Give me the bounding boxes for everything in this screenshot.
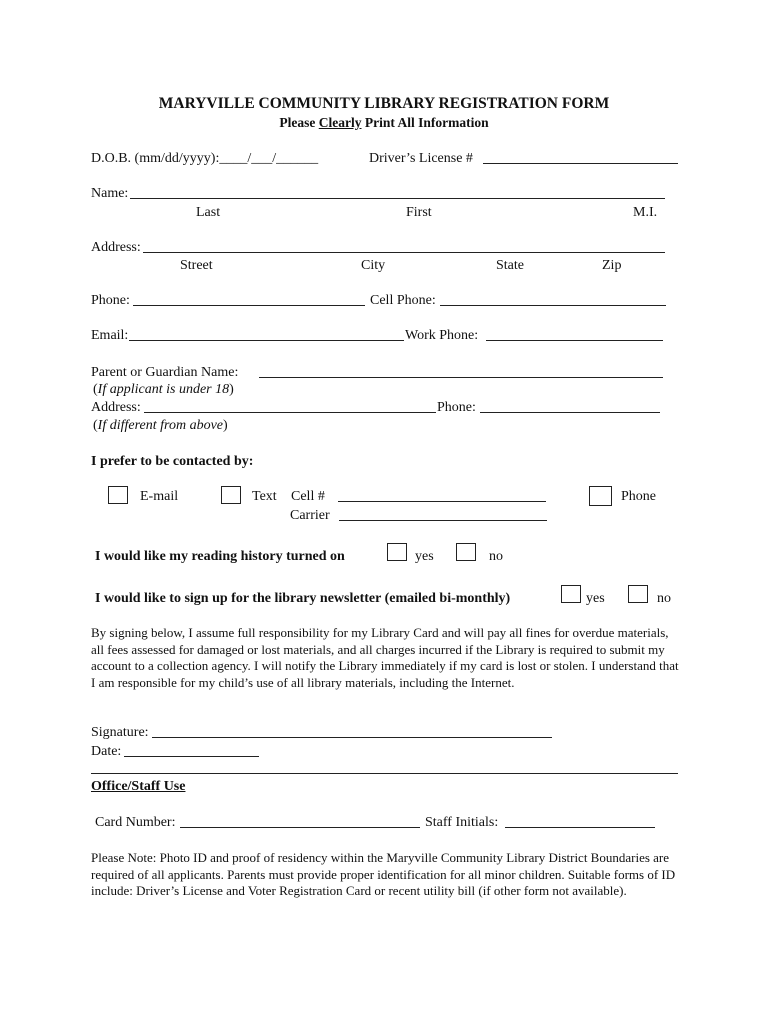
email-label: Email: bbox=[91, 328, 129, 343]
date-field[interactable] bbox=[124, 756, 259, 757]
reading-history-yes-checkbox[interactable] bbox=[387, 543, 407, 561]
license-label: Driver’s License # bbox=[369, 151, 473, 166]
cell-number-field[interactable] bbox=[338, 501, 546, 502]
phone-field[interactable] bbox=[133, 305, 365, 306]
guardian-address-note-text: If different from above bbox=[97, 418, 223, 433]
newsletter-yes-label: yes bbox=[586, 591, 605, 606]
address-label: Address: bbox=[91, 240, 141, 255]
address-part-zip: Zip bbox=[602, 258, 622, 273]
address-part-street: Street bbox=[180, 258, 213, 273]
newsletter-no-checkbox[interactable] bbox=[628, 585, 648, 603]
newsletter-no-label: no bbox=[657, 591, 671, 606]
guardian-address-note: (If different from above) bbox=[93, 418, 228, 433]
card-number-label: Card Number: bbox=[95, 815, 176, 830]
work-phone-label: Work Phone: bbox=[405, 328, 479, 343]
name-part-first: First bbox=[406, 205, 432, 220]
cell-phone-label: Cell Phone: bbox=[370, 293, 436, 308]
name-part-mi: M.I. bbox=[633, 205, 658, 220]
guardian-address-label: Address: bbox=[91, 400, 141, 415]
subtitle-post: Print All Information bbox=[361, 115, 489, 130]
signature-field[interactable] bbox=[152, 737, 552, 738]
reading-history-no-checkbox[interactable] bbox=[456, 543, 476, 561]
guardian-label: Parent or Guardian Name: bbox=[91, 365, 239, 380]
address-field[interactable] bbox=[143, 252, 665, 253]
phone-option-label: Phone bbox=[621, 489, 656, 504]
email-option-label: E-mail bbox=[140, 489, 179, 504]
subtitle-pre: Please bbox=[279, 115, 319, 130]
text-option-label: Text bbox=[252, 489, 277, 504]
cell-label: Cell # bbox=[291, 489, 325, 504]
carrier-label: Carrier bbox=[290, 508, 330, 523]
phone-label: Phone: bbox=[91, 293, 130, 308]
guardian-name-field[interactable] bbox=[259, 377, 663, 378]
email-field[interactable] bbox=[129, 340, 404, 341]
text-checkbox[interactable] bbox=[221, 486, 241, 504]
form-title: MARYVILLE COMMUNITY LIBRARY REGISTRATION FORM bbox=[158, 95, 610, 112]
staff-initials-label: Staff Initials: bbox=[425, 815, 499, 830]
name-label: Name: bbox=[91, 186, 129, 201]
reading-history-yes-label: yes bbox=[415, 549, 434, 564]
signature-label: Signature: bbox=[91, 725, 149, 740]
carrier-field[interactable] bbox=[339, 520, 547, 521]
agreement-text: By signing below, I assume full responsibility for my Library Card and will pay all fines for overdue materials, all fees assessed for damaged or lost materials, and all charges incurred if the Library is required to submit my account to a collection agency. I will notify the Library immediately if my card is lost or stolen. I understand that I am responsible for my child’s use of all library materials, including the Internet. bbox=[91, 625, 679, 690]
address-part-city: City bbox=[361, 258, 386, 273]
name-part-last: Last bbox=[196, 205, 221, 220]
phone-checkbox[interactable] bbox=[589, 486, 612, 506]
guardian-phone-field[interactable] bbox=[480, 412, 660, 413]
newsletter-label: I would like to sign up for the library newsletter (emailed bi-monthly) bbox=[95, 591, 511, 606]
newsletter-yes-checkbox[interactable] bbox=[561, 585, 581, 603]
email-checkbox[interactable] bbox=[108, 486, 128, 504]
contact-heading: I prefer to be contacted by: bbox=[91, 454, 254, 469]
staff-initials-field[interactable] bbox=[505, 827, 655, 828]
guardian-note: (If applicant is under 18) bbox=[93, 382, 234, 397]
license-field[interactable] bbox=[483, 163, 678, 164]
form-subtitle bbox=[0, 116, 768, 130]
address-part-state: State bbox=[496, 258, 524, 273]
date-label: Date: bbox=[91, 744, 122, 759]
dob-label: D.O.B. (mm/dd/yyyy):____/___/______ bbox=[91, 151, 319, 166]
office-heading: Office/Staff Use bbox=[91, 779, 186, 794]
reading-history-label: I would like my reading history turned on bbox=[95, 549, 345, 564]
section-divider bbox=[91, 773, 678, 774]
id-note: Please Note: Photo ID and proof of residency within the Maryville Community Library District Boundaries are required of all applicants. Parents must provide proper identification for all minor children. Suitable forms of ID include: Driver’s License and Voter Registration Card or recent utility bill (if other form not available). bbox=[91, 850, 676, 899]
guardian-phone-label: Phone: bbox=[437, 400, 476, 415]
guardian-address-field[interactable] bbox=[144, 412, 436, 413]
work-phone-field[interactable] bbox=[486, 340, 663, 341]
subtitle-emphasis: Clearly bbox=[318, 115, 362, 130]
card-number-field[interactable] bbox=[180, 827, 420, 828]
guardian-note-text: If applicant is under 18 bbox=[97, 382, 230, 397]
cell-phone-field[interactable] bbox=[440, 305, 666, 306]
reading-history-no-label: no bbox=[489, 549, 503, 564]
name-field[interactable] bbox=[130, 198, 665, 199]
